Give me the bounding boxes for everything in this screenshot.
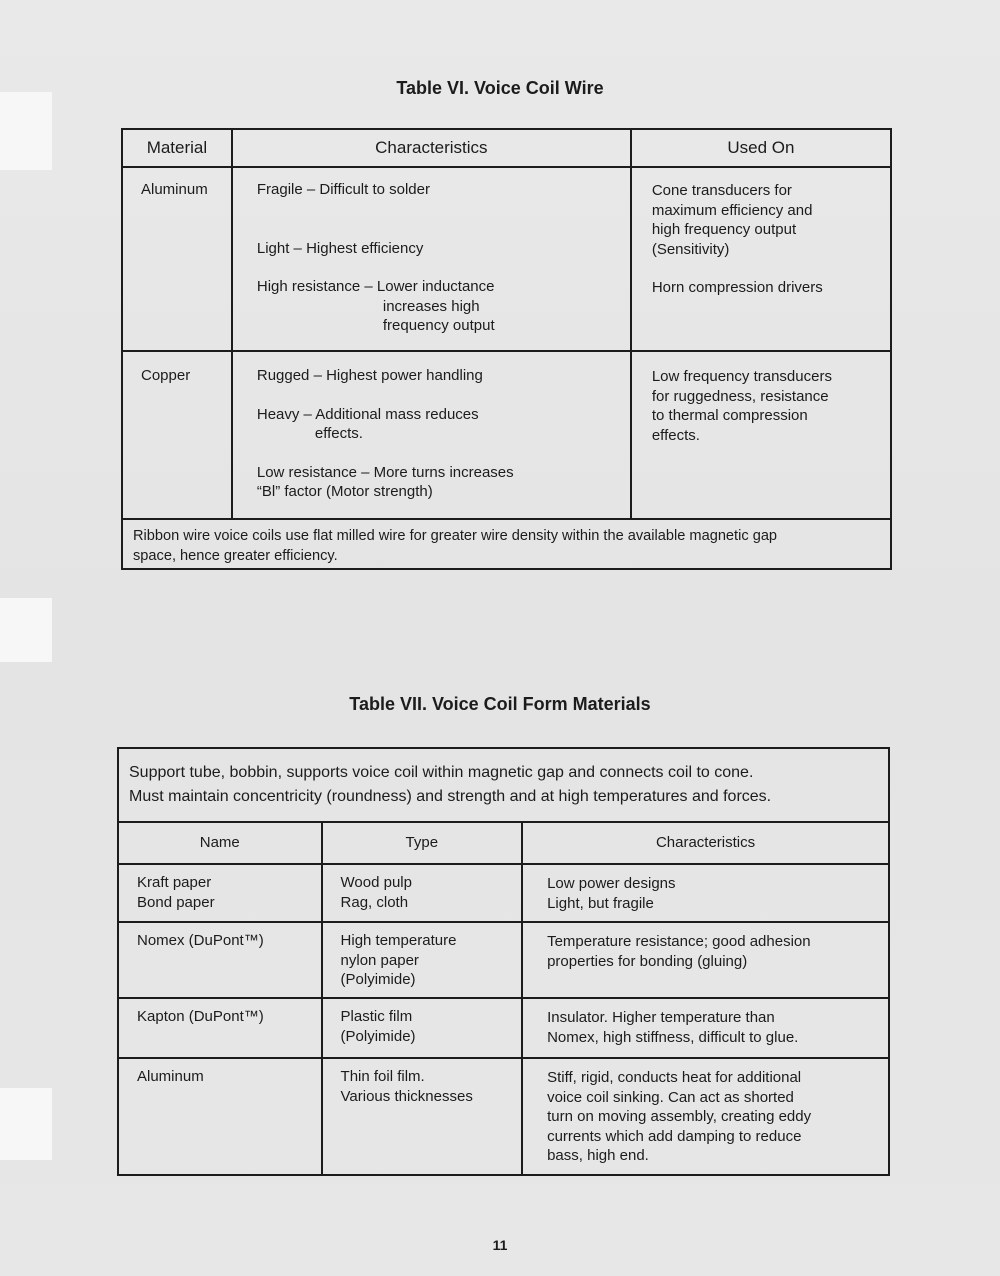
table7-type-cell: High temperature nylon paper (Polyimide) bbox=[322, 922, 523, 998]
table6-material: Aluminum bbox=[141, 181, 208, 198]
table7-row bbox=[118, 998, 889, 1058]
table7-type-cell: Plastic film (Polyimide) bbox=[322, 998, 523, 1058]
punch-hole-middle bbox=[0, 598, 52, 662]
table6-header-characteristics: Characteristics bbox=[232, 129, 631, 167]
table7-header-name: Name bbox=[118, 822, 322, 864]
table7-name-cell: Aluminum bbox=[118, 1058, 322, 1175]
table6-used-on-cell bbox=[631, 167, 891, 351]
table7-characteristics-cell: Stiff, rigid, conducts heat for additional voice coil sinking. Can act as shorted turn on moving assembly, creating eddy currents which add damping to reduce bass, high end. bbox=[522, 1058, 889, 1175]
table6-row-aluminum bbox=[122, 167, 891, 351]
table6-header-material: Material bbox=[122, 129, 232, 167]
table6-material: Copper bbox=[141, 367, 191, 384]
table7-header-row bbox=[118, 822, 889, 864]
table7-header-type: Type bbox=[322, 822, 523, 864]
page-number: 11 bbox=[492, 1237, 508, 1253]
table6-char-item: Light – Highest efficiency bbox=[256, 239, 424, 257]
table6-char-item: Low resistance – More turns increases “Bl” factor (Motor strength) bbox=[256, 463, 514, 500]
table6-title: Table VI. Voice Coil Wire bbox=[396, 78, 604, 98]
table6-voice-coil-wire bbox=[121, 128, 892, 570]
table7-type-cell: Thin foil film. Various thicknesses bbox=[322, 1058, 523, 1175]
table7-name-cell: Kraft paper Bond paper bbox=[118, 864, 322, 922]
table6-footnote: Ribbon wire voice coils use flat milled wire for greater wire density within the available magnetic gap space, hence greater efficiency. bbox=[122, 519, 891, 569]
table6-char-item: Rugged – Highest power handling bbox=[256, 367, 483, 384]
table7-title: Table VII. Voice Coil Form Materials bbox=[349, 694, 651, 714]
table7-row bbox=[118, 864, 889, 922]
punch-hole-top bbox=[0, 92, 52, 170]
table6-header-row bbox=[122, 129, 891, 167]
table7-intro: Support tube, bobbin, supports voice coil within magnetic gap and connects coil to cone. Must maintain concentricity (roundness) and strength and at high temperatures and forces. bbox=[118, 748, 889, 822]
table6-char-item: High resistance – Lower inductance increases high frequency output bbox=[256, 278, 495, 334]
table7-characteristics-cell: Insulator. Higher temperature than Nomex, high stiffness, difficult to glue. bbox=[522, 998, 889, 1058]
table6-used-on-cell bbox=[631, 351, 891, 519]
table6-used-item: Low frequency transducers for ruggedness, resistance to thermal compression effects. bbox=[651, 368, 832, 444]
table6-footnote-row bbox=[122, 519, 891, 569]
table7-name-cell: Nomex (DuPont™) bbox=[118, 922, 322, 998]
table7-row bbox=[118, 1058, 889, 1175]
table6-row-copper bbox=[122, 351, 891, 519]
table7-row bbox=[118, 922, 889, 998]
table6-header-used-on: Used On bbox=[631, 129, 891, 167]
table7-header-characteristics: Characteristics bbox=[522, 822, 889, 864]
table7-intro-row bbox=[118, 748, 889, 822]
table7-type-cell: Wood pulp Rag, cloth bbox=[322, 864, 523, 922]
table7-characteristics-cell: Temperature resistance; good adhesion properties for bonding (gluing) bbox=[522, 922, 889, 998]
punch-hole-bottom bbox=[0, 1088, 52, 1160]
table6-characteristics-cell bbox=[232, 167, 631, 351]
table7-characteristics-cell: Low power designs Light, but fragile bbox=[522, 864, 889, 922]
table7-name-cell: Kapton (DuPont™) bbox=[118, 998, 322, 1058]
table6-char-item: Heavy – Additional mass reduces effects. bbox=[256, 405, 479, 442]
table6-material-cell bbox=[122, 351, 232, 519]
table6-used-item: Horn compression drivers bbox=[651, 279, 823, 296]
table6-material-cell bbox=[122, 167, 232, 351]
table6-char-item: Fragile – Difficult to solder bbox=[256, 181, 430, 198]
table6-characteristics-cell bbox=[232, 351, 631, 519]
table7-voice-coil-form-materials bbox=[117, 747, 890, 1176]
table6-used-item: Cone transducers for maximum efficiency and high frequency output (Sensitivity) bbox=[651, 182, 813, 258]
